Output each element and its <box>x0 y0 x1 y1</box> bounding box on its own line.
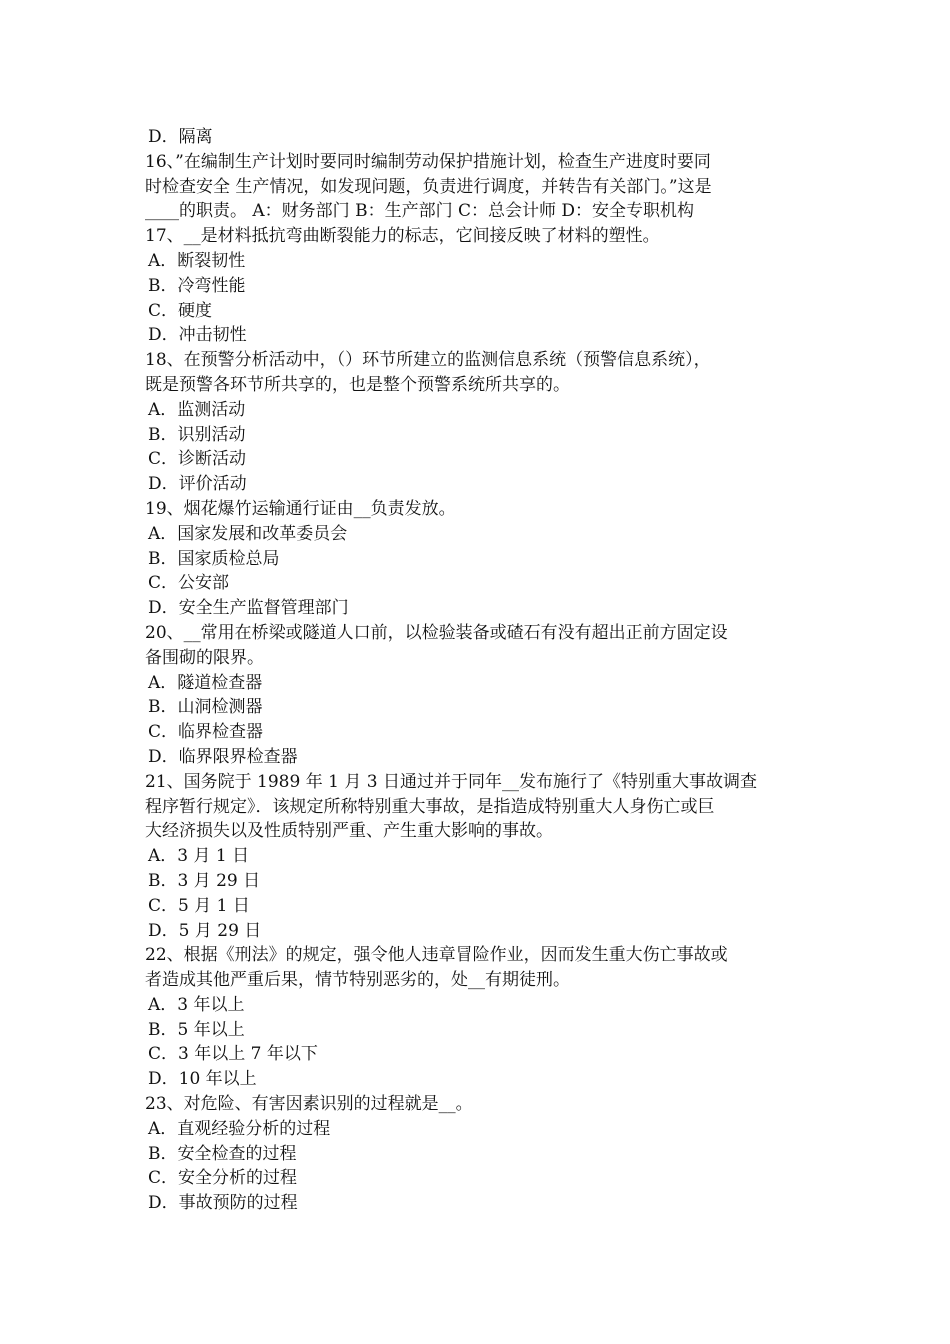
answer-option: A．直观经验分析的过程 <box>148 1118 331 1139</box>
question-text-line: 23、对危险、有害因素识别的过程就是__。 <box>145 1094 473 1115</box>
answer-option: B．5 年以上 <box>148 1019 245 1040</box>
question-text-line: 17、__是材料抵抗弯曲断裂能力的标志，它间接反映了材料的塑性。 <box>145 226 660 247</box>
answer-option: C．临界检查器 <box>148 722 264 743</box>
answer-option: A．监测活动 <box>148 399 246 420</box>
answer-option: C．公安部 <box>148 573 230 594</box>
answer-option: D．临界限界检查器 <box>148 746 298 767</box>
question-block <box>145 943 810 1092</box>
answer-option: D．评价活动 <box>148 474 247 495</box>
question-text-line: 时检查安全 生产情况，如发现问题，负责进行调度，并转告有关部门。”这是 <box>145 176 712 197</box>
answer-option: C．3 年以上 7 年以下 <box>148 1044 318 1065</box>
answer-option: A．断裂韧性 <box>148 250 246 271</box>
answer-option: B．冷弯性能 <box>148 275 246 296</box>
answer-option: C．5 月 1 日 <box>148 895 250 916</box>
answer-option: D．事故预防的过程 <box>148 1193 298 1214</box>
question-text-line: 19、烟花爆竹运输通行证由__负责发放。 <box>145 498 456 519</box>
answer-option: D．5 月 29 日 <box>148 920 262 941</box>
answer-option: C．诊断活动 <box>148 449 247 470</box>
option-d-previous: D．隔离 <box>148 127 213 147</box>
answer-option: A．3 月 1 日 <box>148 846 250 867</box>
question-list <box>145 125 810 1216</box>
question-block <box>145 497 810 621</box>
question-text-line: 备围砌的限界。 <box>145 647 264 668</box>
question-block <box>145 224 810 348</box>
answer-option: A．国家发展和改革委员会 <box>148 523 348 544</box>
question-text-line: 20、__常用在桥梁或隧道人口前，以检验装备或碴石有没有超出正前方固定设 <box>145 622 728 643</box>
question-block <box>145 1092 810 1216</box>
question-text-line: 16、”在编制生产计划时要同时编制劳动保护措施计划，检查生产进度时要同 <box>145 151 711 172</box>
answer-option: B．山洞检测器 <box>148 697 263 718</box>
question-block <box>145 150 810 224</box>
question-block <box>145 770 810 944</box>
answer-option: B．3 月 29 日 <box>148 870 261 891</box>
answer-option: C．安全分析的过程 <box>148 1168 298 1189</box>
answer-option: D．10 年以上 <box>148 1069 257 1090</box>
answer-option: B．安全检查的过程 <box>148 1143 297 1164</box>
answer-option: D．冲击韧性 <box>148 325 247 346</box>
answer-option: A．隧道检查器 <box>148 672 263 693</box>
question-text-line: 大经济损失以及性质特别严重、产生重大影响的事故。 <box>145 821 553 842</box>
question-text-line: 21、国务院于 1989 年 1 月 3 日通过并于同年__发布施行了《特别重大事故调查 <box>145 771 757 792</box>
question-text-line: 程序暂行规定》．该规定所称特别重大事故，是指造成特别重大人身伤亡或巨 <box>145 796 715 817</box>
question-text-line: 既是预警各环节所共享的，也是整个预警系统所共享的。 <box>145 374 570 395</box>
answer-option: C．硬度 <box>148 300 213 321</box>
question-block <box>145 348 810 497</box>
answer-option: B．国家质检总局 <box>148 548 280 569</box>
question-text-line: ____的职责。 A：财务部门 B：生产部门 C：总会计师 D：安全专职机构 <box>145 201 695 222</box>
answer-option: D．安全生产监督管理部门 <box>148 598 349 619</box>
question-text-line: 者造成其他严重后果，情节特别恶劣的，处__有期徒刑。 <box>145 970 570 991</box>
question-block <box>145 621 810 770</box>
question-text-line: 22、根据《刑法》的规定，强令他人违章冒险作业，因而发生重大伤亡事故或 <box>145 945 728 966</box>
answer-option: A．3 年以上 <box>148 994 245 1015</box>
question-text-line: 18、在预警分析活动中，（）环节所建立的监测信息系统（预警信息系统）， <box>145 350 711 371</box>
answer-option: B．识别活动 <box>148 424 246 445</box>
